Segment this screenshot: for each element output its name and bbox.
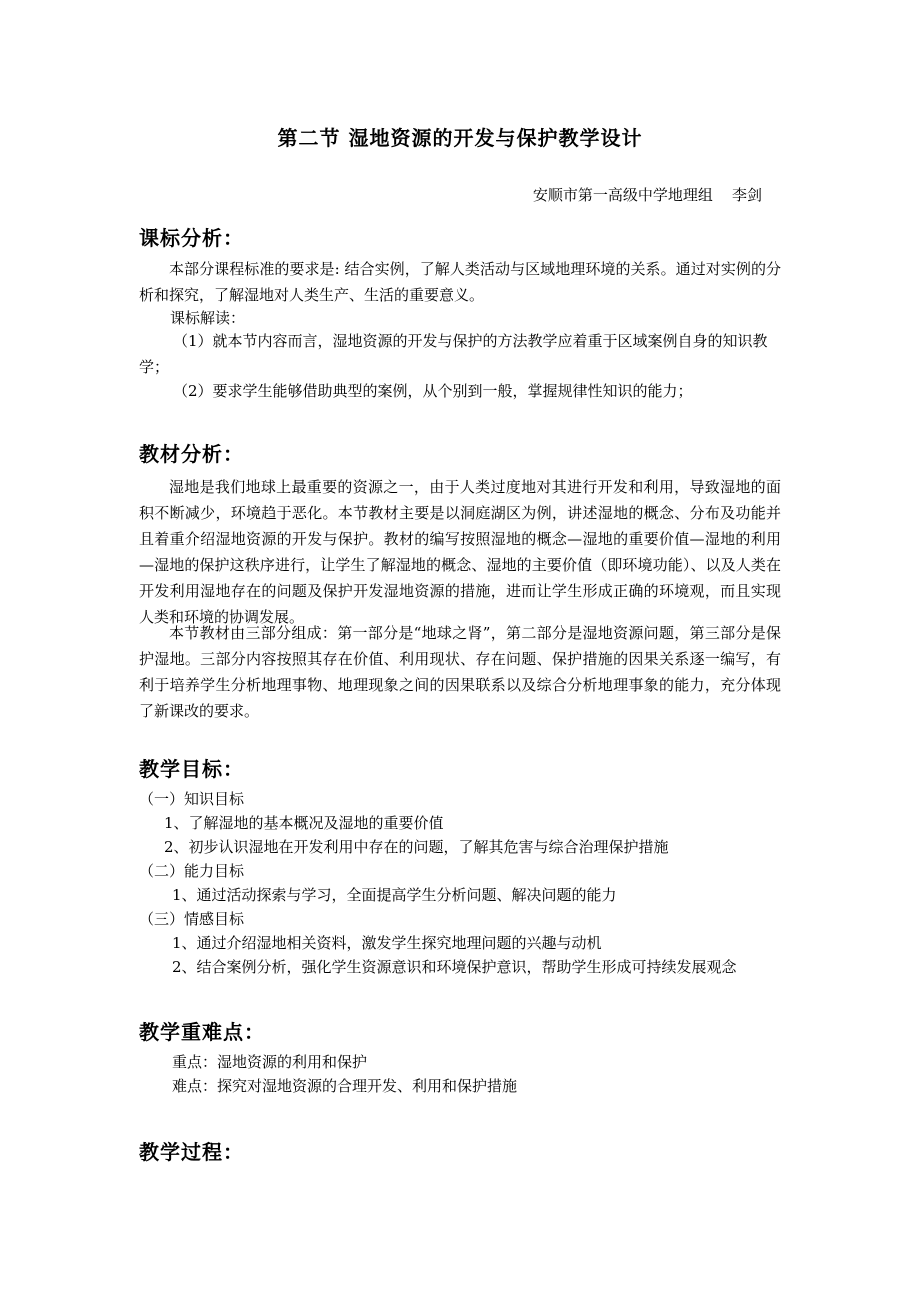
- emotion-objective-2: 2、结合案例分析，强化学生资源意识和环境保护意识，帮助学生形成可持续发展观念: [172, 958, 737, 976]
- heading-keypoints: 教学重难点：: [139, 1020, 265, 1044]
- heading-textbook: 教材分析：: [139, 442, 244, 466]
- difficult-point: 难点：探究对湿地资源的合理开发、利用和保护措施: [172, 1077, 518, 1095]
- key-point: 重点：湿地资源的利用和保护: [172, 1053, 368, 1071]
- emotion-objective-label: （三）情感目标: [139, 910, 245, 928]
- curriculum-item-2: （2）要求学生能够借助典型的案例，从个别到一般，掌握规律性知识的能力；: [173, 382, 693, 400]
- heading-process: 教学过程：: [139, 1140, 244, 1164]
- curriculum-interpret-label: 课标解读：: [170, 309, 246, 327]
- curriculum-paragraph: 本部分课程标准的要求是: 结合实例，了解人类活动与区域地理环境的关系。通过对实例的分析和探究，了解湿地对人类生产、生活的重要意义。: [139, 260, 781, 304]
- knowledge-objective-label: （一）知识目标: [139, 790, 245, 808]
- knowledge-objective-2: 2、初步认识湿地在开发利用中存在的问题，了解其危害与综合治理保护措施: [164, 838, 669, 856]
- ability-objective-label: （二）能力目标: [139, 862, 245, 880]
- textbook-paragraph-1: 湿地是我们地球上最重要的资源之一，由于人类过度地对其进行开发和利用，导致湿地的面积不断减少，环境趋于恶化。本节教材主要是以洞庭湖区为例，讲述湿地的概念、分布及功能并且着重介绍湿地资源的开发与保护。教材的编写按照湿地的概念—湿地的重要价值—湿地的利用—湿地的保护这秩序进行，让学生了解湿地的概念、湿地的主要价值（即环境功能）、以及人类在开发利用湿地存在的问题及保护开发湿地资源的措施，进而让学生形成正确的环境观，而且实现人类和环境的协调发展。: [139, 478, 781, 626]
- textbook-paragraph-2: 本节教材由三部分组成：第一部分是“地球之肾”，第二部分是湿地资源问题，第三部分是保护湿地。三部分内容按照其存在价值、利用现状、存在问题、保护措施的因果关系逐一编写，有利于培养学生分析地理事物、地理现象之间的因果联系以及综合分析地理事象的能力，充分体现了新课改的要求。: [139, 624, 781, 720]
- emotion-objective-1: 1、通过介绍湿地相关资料，激发学生探究地理问题的兴趣与动机: [172, 934, 602, 952]
- heading-objectives: 教学目标：: [139, 757, 244, 781]
- knowledge-objective-1: 1、了解湿地的基本概况及湿地的重要价值: [164, 814, 444, 832]
- ability-objective-1: 1、通过活动探索与学习，全面提高学生分析问题、解决问题的能力: [172, 886, 617, 904]
- heading-curriculum: 课标分析：: [139, 226, 244, 250]
- curriculum-item-1: （1）就本节内容而言，湿地资源的开发与保护的方法教学应着重于区域案例自身的知识教学；: [139, 332, 768, 376]
- author-line: 安顺市第一高级中学地理组 李剑: [532, 186, 762, 204]
- document-title: 第二节 湿地资源的开发与保护教学设计: [277, 126, 643, 150]
